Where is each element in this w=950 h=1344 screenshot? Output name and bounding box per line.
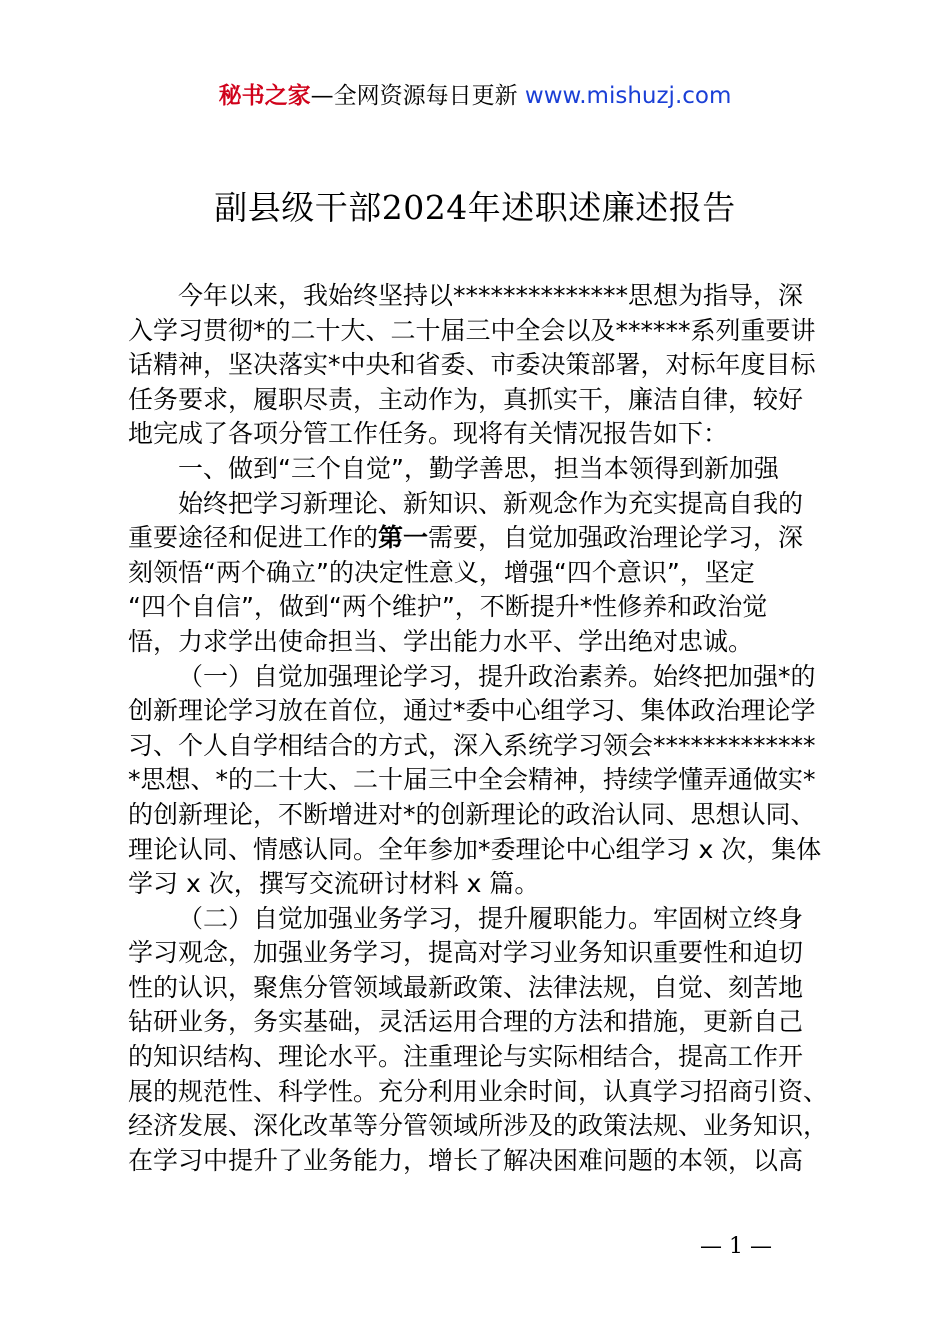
section-heading: 一、做到“三个自觉”，勤学善思，担当本领得到新加强: [178, 453, 779, 483]
subsection-heading-line: （一）自觉加强理论学习，提升政治素养。始终把加强*的: [178, 661, 816, 691]
page-number: — 1 —: [700, 1234, 772, 1259]
paragraph-line: 性的认识，聚焦分管领域最新政策、法律法规，自觉、刻苦地: [128, 972, 804, 1002]
paragraph-line: 学习 x 次，撰写交流研讨材料 x 篇。: [128, 869, 540, 899]
site-tagline: —全网资源每日更新: [310, 83, 518, 109]
paragraph-line: 悟，力求学出使命担当、学出能力水平、学出绝对忠诚。: [128, 626, 754, 656]
document-body: [128, 279, 848, 1178]
paragraph-line: 在学习中提升了业务能力，增长了解决困难问题的本领，以高: [128, 1145, 804, 1175]
site-url-link[interactable]: www.mishuzj.com: [524, 83, 732, 109]
paragraph-line: *思想、*的二十大、二十届三中全会精神，持续学懂弄通做实*: [128, 765, 816, 795]
document-title: 副县级干部2024年述职述廉述报告: [214, 188, 736, 227]
text-run: 需要，自觉加强政治理论学习，深: [428, 523, 804, 553]
paragraph-line: 学习观念，加强业务学习，提高对学习业务知识重要性和迫切: [128, 938, 804, 968]
paragraph-line: 入学习贯彻*的二十大、二十届三中全会以及******系列重要讲: [128, 315, 816, 345]
paragraph-line: 任务要求，履职尽责，主动作为，真抓实干，廉洁自律，较好: [128, 384, 804, 414]
paragraph-line: 刻领悟“两个确立”的决定性意义，增强“四个意识”，坚定: [128, 557, 755, 587]
subsection-heading-line: （二）自觉加强业务学习，提升履职能力。牢固树立终身: [178, 903, 804, 933]
paragraph-line: “四个自信”，做到“两个维护”，不断提升*性修养和政治觉: [128, 592, 768, 622]
paragraph-line: 创新理论学习放在首位，通过*委中心组学习、集体政治理论学: [128, 696, 816, 726]
site-header: [0, 80, 950, 112]
paragraph-line: 的创新理论，不断增进对*的创新理论的政治认同、思想认同、: [128, 799, 816, 829]
paragraph-line: 地完成了各项分管工作任务。现将有关情况报告如下：: [128, 419, 729, 449]
paragraph-line: 理论认同、情感认同。全年参加*委理论中心组学习 x 次，集体: [128, 834, 822, 864]
bold-text-run: 第一: [378, 523, 429, 553]
paragraph-line: 钻研业务，务实基础，灵活运用合理的方法和措施，更新自己: [128, 1007, 804, 1037]
site-brand: 秘书之家: [218, 83, 311, 109]
paragraph-line: 话精神，坚决落实*中央和省委、市委决策部署，对标年度目标: [128, 350, 816, 380]
paragraph-line: 的知识结构、理论水平。注重理论与实际相结合，提高工作开: [128, 1042, 804, 1072]
paragraph-line: 展的规范性、科学性。充分利用业余时间，认真学习招商引资、: [128, 1076, 829, 1106]
paragraph-line: [128, 521, 848, 556]
paragraph-line: 习、个人自学相结合的方式，深入系统学习领会*************: [128, 730, 816, 760]
paragraph-line: 今年以来，我始终坚持以**************思想为指导，深: [178, 281, 804, 310]
text-run: 重要途径和促进工作的: [128, 523, 379, 553]
paragraph-line: 始终把学习新理论、新知识、新观念作为充实提高自我的: [178, 488, 804, 518]
paragraph-line: 经济发展、深化改革等分管领域所涉及的政策法规、业务知识，: [128, 1111, 829, 1141]
